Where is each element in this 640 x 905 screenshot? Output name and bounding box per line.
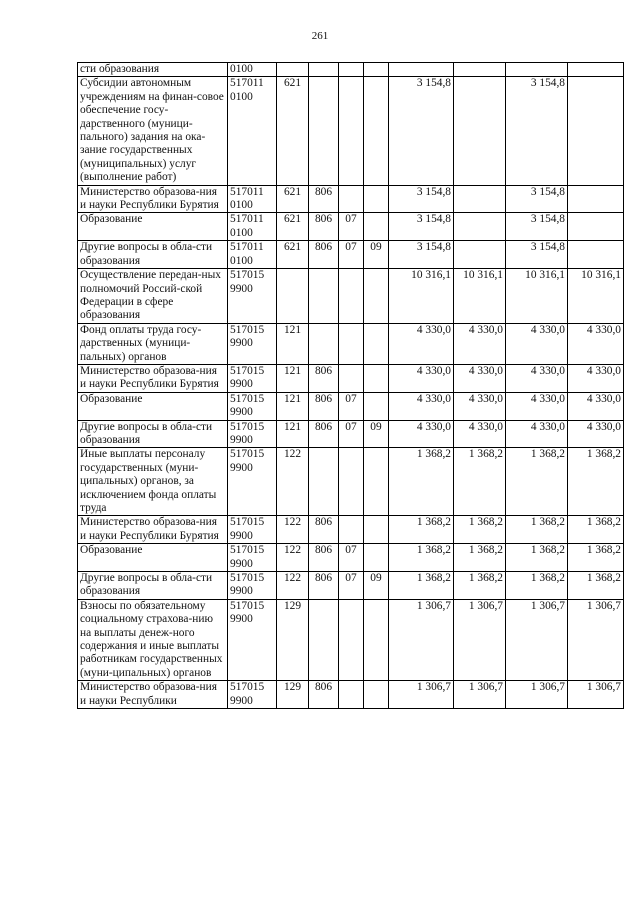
table-row [78, 269, 624, 324]
amount-cell-2: 4 330,0 [454, 420, 506, 448]
amount-cell-1: 1 368,2 [389, 448, 454, 516]
amount-cell-1 [389, 63, 454, 77]
ministry-code-cell [309, 63, 339, 77]
table-row [78, 77, 624, 185]
amount-cell-3: 3 154,8 [506, 213, 568, 241]
subsection-cell: 09 [364, 572, 389, 600]
amount-cell-1: 1 306,7 [389, 599, 454, 680]
table-body [78, 63, 624, 709]
item-name-cell: Субсидии автономным учреждениям на финан-совое обеспечение госу-дарственного (муници-пального) задания на ока-зание государственных (муниципальных) услуг (выполнение работ) [78, 77, 228, 185]
page-number: 261 [311, 30, 329, 42]
subsection-cell [364, 185, 389, 213]
subsection-cell [364, 544, 389, 572]
section-cell: 07 [339, 392, 364, 420]
amount-cell-2: 10 316,1 [454, 269, 506, 324]
amount-cell-3: 1 368,2 [506, 516, 568, 544]
section-cell: 07 [339, 572, 364, 600]
target-code-cell: 517011 0100 [228, 241, 277, 269]
target-code-cell: 517011 0100 [228, 77, 277, 185]
expense-type-cell [277, 63, 309, 77]
subsection-cell [364, 392, 389, 420]
expense-type-cell: 121 [277, 392, 309, 420]
subsection-cell [364, 269, 389, 324]
table-row [78, 392, 624, 420]
expense-type-cell: 122 [277, 544, 309, 572]
amount-cell-3: 1 368,2 [506, 572, 568, 600]
ministry-code-cell: 806 [309, 241, 339, 269]
ministry-code-cell: 806 [309, 544, 339, 572]
table-row [78, 364, 624, 392]
table-row [78, 681, 624, 709]
target-code-cell: 517015 9900 [228, 269, 277, 324]
amount-cell-2: 4 330,0 [454, 364, 506, 392]
section-cell [339, 681, 364, 709]
budget-table [77, 62, 624, 709]
target-code-cell: 517011 0100 [228, 185, 277, 213]
amount-cell-2: 4 330,0 [454, 323, 506, 364]
amount-cell-3: 3 154,8 [506, 77, 568, 185]
item-name-cell: Министерство образова-ния и науки Республики Бурятия [78, 516, 228, 544]
table-row [78, 185, 624, 213]
target-code-cell: 517015 9900 [228, 572, 277, 600]
subsection-cell [364, 213, 389, 241]
amount-cell-1: 3 154,8 [389, 77, 454, 185]
item-name-cell: Образование [78, 213, 228, 241]
amount-cell-2 [454, 185, 506, 213]
item-name-cell: Иные выплаты персоналу государственных (муни-ципальных) органов, за исключением фонда оплаты труда [78, 448, 228, 516]
amount-cell-1: 4 330,0 [389, 364, 454, 392]
amount-cell-3: 1 368,2 [506, 448, 568, 516]
amount-cell-1: 4 330,0 [389, 392, 454, 420]
amount-cell-3: 4 330,0 [506, 420, 568, 448]
amount-cell-3: 4 330,0 [506, 392, 568, 420]
amount-cell-4 [568, 213, 624, 241]
amount-cell-1: 10 316,1 [389, 269, 454, 324]
section-cell [339, 599, 364, 680]
amount-cell-4: 1 306,7 [568, 599, 624, 680]
expense-type-cell: 122 [277, 572, 309, 600]
expense-type-cell: 121 [277, 364, 309, 392]
section-cell [339, 516, 364, 544]
item-name-cell: Образование [78, 392, 228, 420]
expense-type-cell: 121 [277, 323, 309, 364]
amount-cell-1: 3 154,8 [389, 241, 454, 269]
subsection-cell [364, 599, 389, 680]
expense-type-cell [277, 269, 309, 324]
amount-cell-2: 1 306,7 [454, 599, 506, 680]
amount-cell-4 [568, 63, 624, 77]
amount-cell-1: 1 368,2 [389, 572, 454, 600]
amount-cell-2: 1 306,7 [454, 681, 506, 709]
amount-cell-3: 1 306,7 [506, 599, 568, 680]
amount-cell-3: 1 306,7 [506, 681, 568, 709]
subsection-cell [364, 77, 389, 185]
target-code-cell: 517015 9900 [228, 420, 277, 448]
ministry-code-cell [309, 448, 339, 516]
amount-cell-3: 10 316,1 [506, 269, 568, 324]
ministry-code-cell: 806 [309, 516, 339, 544]
amount-cell-4 [568, 185, 624, 213]
expense-type-cell: 621 [277, 213, 309, 241]
section-cell: 07 [339, 544, 364, 572]
item-name-cell: Взносы по обязательному социальному страхова-нию на выплаты денеж-ного содержания и иные выплаты работникам государственных (муни-ципальных) органов [78, 599, 228, 680]
amount-cell-2: 1 368,2 [454, 572, 506, 600]
amount-cell-4: 1 368,2 [568, 544, 624, 572]
amount-cell-2: 1 368,2 [454, 544, 506, 572]
amount-cell-4: 10 316,1 [568, 269, 624, 324]
subsection-cell: 09 [364, 420, 389, 448]
ministry-code-cell: 806 [309, 572, 339, 600]
expense-type-cell: 621 [277, 241, 309, 269]
ministry-code-cell: 806 [309, 420, 339, 448]
target-code-cell: 0100 [228, 63, 277, 77]
expense-type-cell: 621 [277, 185, 309, 213]
target-code-cell: 517015 9900 [228, 544, 277, 572]
item-name-cell: сти образования [78, 63, 228, 77]
amount-cell-2: 1 368,2 [454, 448, 506, 516]
ministry-code-cell [309, 323, 339, 364]
target-code-cell: 517015 9900 [228, 599, 277, 680]
item-name-cell: Осуществление передан-ных полномочий Россий-ской Федерации в сфере образования [78, 269, 228, 324]
ministry-code-cell: 806 [309, 364, 339, 392]
section-cell [339, 364, 364, 392]
ministry-code-cell [309, 77, 339, 185]
section-cell [339, 448, 364, 516]
item-name-cell: Другие вопросы в обла-сти образования [78, 572, 228, 600]
table-row [78, 448, 624, 516]
expense-type-cell: 129 [277, 681, 309, 709]
section-cell: 07 [339, 241, 364, 269]
target-code-cell: 517015 9900 [228, 364, 277, 392]
amount-cell-4: 4 330,0 [568, 392, 624, 420]
amount-cell-4: 4 330,0 [568, 420, 624, 448]
target-code-cell: 517015 9900 [228, 448, 277, 516]
subsection-cell [364, 63, 389, 77]
table-row [78, 63, 624, 77]
amount-cell-3: 3 154,8 [506, 241, 568, 269]
expense-type-cell: 121 [277, 420, 309, 448]
amount-cell-1: 1 306,7 [389, 681, 454, 709]
table-row [78, 544, 624, 572]
amount-cell-4: 1 306,7 [568, 681, 624, 709]
section-cell: 07 [339, 213, 364, 241]
target-code-cell: 517015 9900 [228, 392, 277, 420]
amount-cell-1: 1 368,2 [389, 544, 454, 572]
expense-type-cell: 621 [277, 77, 309, 185]
amount-cell-4: 1 368,2 [568, 516, 624, 544]
amount-cell-4: 1 368,2 [568, 572, 624, 600]
amount-cell-4: 4 330,0 [568, 323, 624, 364]
section-cell [339, 77, 364, 185]
section-cell [339, 185, 364, 213]
amount-cell-2 [454, 63, 506, 77]
section-cell: 07 [339, 420, 364, 448]
ministry-code-cell: 806 [309, 681, 339, 709]
target-code-cell: 517015 9900 [228, 681, 277, 709]
section-cell [339, 269, 364, 324]
expense-type-cell: 122 [277, 448, 309, 516]
item-name-cell: Министерство образова-ния и науки Республики [78, 681, 228, 709]
amount-cell-3: 1 368,2 [506, 544, 568, 572]
subsection-cell [364, 323, 389, 364]
subsection-cell [364, 448, 389, 516]
ministry-code-cell: 806 [309, 213, 339, 241]
table-row [78, 213, 624, 241]
target-code-cell: 517015 9900 [228, 516, 277, 544]
amount-cell-4: 4 330,0 [568, 364, 624, 392]
table-row [78, 420, 624, 448]
amount-cell-4: 1 368,2 [568, 448, 624, 516]
amount-cell-3: 4 330,0 [506, 364, 568, 392]
amount-cell-2: 4 330,0 [454, 392, 506, 420]
subsection-cell [364, 364, 389, 392]
amount-cell-3: 4 330,0 [506, 323, 568, 364]
subsection-cell [364, 516, 389, 544]
amount-cell-1: 1 368,2 [389, 516, 454, 544]
ministry-code-cell: 806 [309, 185, 339, 213]
subsection-cell: 09 [364, 241, 389, 269]
amount-cell-2 [454, 77, 506, 185]
table-row [78, 323, 624, 364]
item-name-cell: Министерство образова-ния и науки Республики Бурятия [78, 364, 228, 392]
amount-cell-1: 4 330,0 [389, 323, 454, 364]
amount-cell-4 [568, 77, 624, 185]
ministry-code-cell [309, 599, 339, 680]
section-cell [339, 323, 364, 364]
amount-cell-1: 3 154,8 [389, 185, 454, 213]
amount-cell-3 [506, 63, 568, 77]
amount-cell-1: 3 154,8 [389, 213, 454, 241]
item-name-cell: Другие вопросы в обла-сти образования [78, 241, 228, 269]
amount-cell-2: 1 368,2 [454, 516, 506, 544]
ministry-code-cell [309, 269, 339, 324]
expense-type-cell: 129 [277, 599, 309, 680]
target-code-cell: 517011 0100 [228, 213, 277, 241]
table-row [78, 599, 624, 680]
table-row [78, 572, 624, 600]
table-row [78, 516, 624, 544]
item-name-cell: Министерство образова-ния и науки Республики Бурятия [78, 185, 228, 213]
amount-cell-2 [454, 213, 506, 241]
amount-cell-1: 4 330,0 [389, 420, 454, 448]
subsection-cell [364, 681, 389, 709]
amount-cell-3: 3 154,8 [506, 185, 568, 213]
expense-type-cell: 122 [277, 516, 309, 544]
section-cell [339, 63, 364, 77]
amount-cell-4 [568, 241, 624, 269]
item-name-cell: Другие вопросы в обла-сти образования [78, 420, 228, 448]
target-code-cell: 517015 9900 [228, 323, 277, 364]
item-name-cell: Фонд оплаты труда госу-дарственных (муници-пальных) органов [78, 323, 228, 364]
table-row [78, 241, 624, 269]
item-name-cell: Образование [78, 544, 228, 572]
ministry-code-cell: 806 [309, 392, 339, 420]
amount-cell-2 [454, 241, 506, 269]
